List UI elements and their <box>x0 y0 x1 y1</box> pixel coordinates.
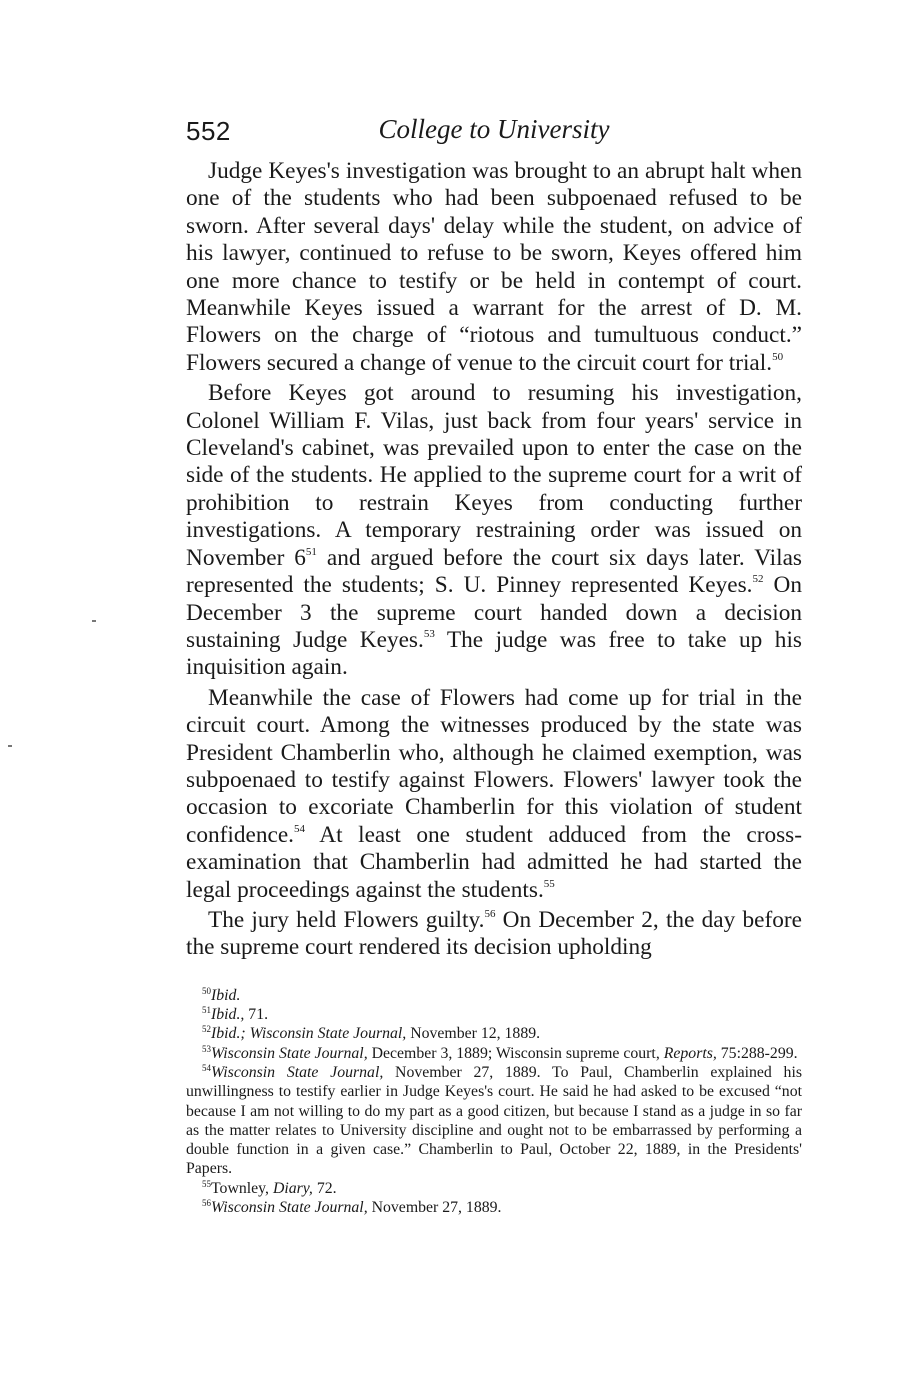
paragraph-text: Meanwhile the case of Flowers had come up for trial in the circuit court. Among the witnesses produced by the state was President Chamberlin who, although he claimed exemption, was subpoenaed to testify against Flowers. Flowers' lawyer took the occasion to excoriate Chamberlin for this violation of student confidence. <box>186 684 802 848</box>
footnote-text: Townley, <box>211 1179 273 1197</box>
footnote-number: 56 <box>202 1198 211 1209</box>
paragraph-text: Before Keyes got around to resuming his investigation, Colonel William F. Vilas, just back from four years' service in Cleveland's cabinet, was prevailed upon to enter the case on the side of the students. He applied to the supreme court for a writ of prohibition to restrain Keyes from conducting further investigations. A temporary restraining order was issued on November 6 <box>186 380 802 571</box>
footnote-number: 50 <box>202 985 211 996</box>
footnote-number: 54 <box>202 1062 211 1073</box>
footnote <box>186 1198 802 1217</box>
book-page <box>186 112 802 1217</box>
paragraph-text: The jury held Flowers guilty. <box>208 906 485 933</box>
footnote-text: November 27, 1889. <box>367 1199 502 1217</box>
footnote-reference: 52 <box>752 573 764 586</box>
footnote-citation-italic: Wisconsin State Journal, <box>211 1044 368 1062</box>
running-head <box>186 112 802 152</box>
running-title: College to University <box>378 114 610 144</box>
footnote-citation-italic: Ibid., <box>211 1006 245 1024</box>
footnote <box>186 1179 802 1198</box>
footnote-reference: 51 <box>305 545 317 558</box>
footnote-citation-italic: Diary, <box>272 1179 313 1197</box>
footnote-number: 53 <box>202 1043 211 1054</box>
footnote-text: November 12, 1889. <box>406 1025 541 1043</box>
footnote-citation-italic: Ibid.; Wisconsin State Journal, <box>211 1025 407 1043</box>
body-paragraph <box>186 158 802 377</box>
footnote-citation-italic: Wisconsin State Journal, <box>211 1063 384 1081</box>
footnote-reference: 50 <box>772 350 784 363</box>
paragraph-text: At least one student adduced from the cross-examination that Chamberlin had admitted he had started the legal proceedings against the students. <box>186 821 802 903</box>
paragraph-text: On December 2, the day before the supreme court rendered its decision upholding <box>186 906 802 961</box>
footnote <box>186 1063 802 1179</box>
footnote-text: December 3, 1889; Wisconsin supreme court, <box>367 1044 664 1062</box>
footnote-reference: 55 <box>543 877 555 890</box>
footnote-text: 75:288-299. <box>716 1044 798 1062</box>
footnote-number: 51 <box>202 1005 211 1016</box>
body-paragraph <box>186 380 802 681</box>
footnote-text: November 27, 1889. To Paul, Chamberlin explained his unwillingness to testify earlier in Judge Keyes's court. He said he had asked to be excused “not because I am not willing to do my part as a good citizen, but because I stand as a judge in so far as the matter relates to University discipline and ought not to be embarrassed by performing a double function in a given case.” Chamberlin to Paul, October 22, 1889, in the Presidents' Papers. <box>186 1063 802 1178</box>
footnote-reference: 54 <box>294 822 306 835</box>
footnotes <box>186 986 802 1218</box>
footnote-reference: 56 <box>484 907 496 920</box>
scan-mark <box>8 745 12 747</box>
paragraph-text: and argued before the court six days later. Vilas represented the students; S. U. Pinney represented Keyes. <box>186 544 802 599</box>
body-paragraph <box>186 907 802 962</box>
paragraph-text: Judge Keyes's investigation was brought to an abrupt halt when one of the students who had been subpoenaed refused to be sworn. After several days' delay while the student, on advice of his lawyer, continued to refuse to be sworn, Keyes offered him one more chance to testify or be held in contempt of court. Meanwhile Keyes issued a warrant for the arrest of D. M. Flowers on the charge of “riotous and tumultuous conduct.” Flowers secured a change of venue to the circuit court for trial. <box>186 158 802 376</box>
footnote <box>186 1005 802 1024</box>
footnote-citation-italic: Wisconsin State Journal, <box>211 1199 368 1217</box>
footnote-citation-italic: Reports, <box>663 1044 717 1062</box>
footnote-number: 55 <box>202 1178 211 1189</box>
footnote <box>186 986 802 1005</box>
body-text <box>186 158 802 962</box>
paragraph-text: The judge was free to take up his inquisition again. <box>186 626 802 681</box>
footnote-text: 71. <box>244 1006 269 1024</box>
footnote-number: 52 <box>202 1024 211 1035</box>
scan-mark <box>92 620 96 622</box>
footnote-citation-italic: Ibid. <box>211 986 241 1004</box>
footnote-text: 72. <box>312 1179 337 1197</box>
body-paragraph <box>186 685 802 904</box>
footnote <box>186 1024 802 1043</box>
page-number: 552 <box>186 116 231 146</box>
paragraph-text: On December 3 the supreme court handed down a decision sustaining Judge Keyes. <box>186 572 802 653</box>
footnote-reference: 53 <box>423 627 435 640</box>
footnote <box>186 1044 802 1063</box>
